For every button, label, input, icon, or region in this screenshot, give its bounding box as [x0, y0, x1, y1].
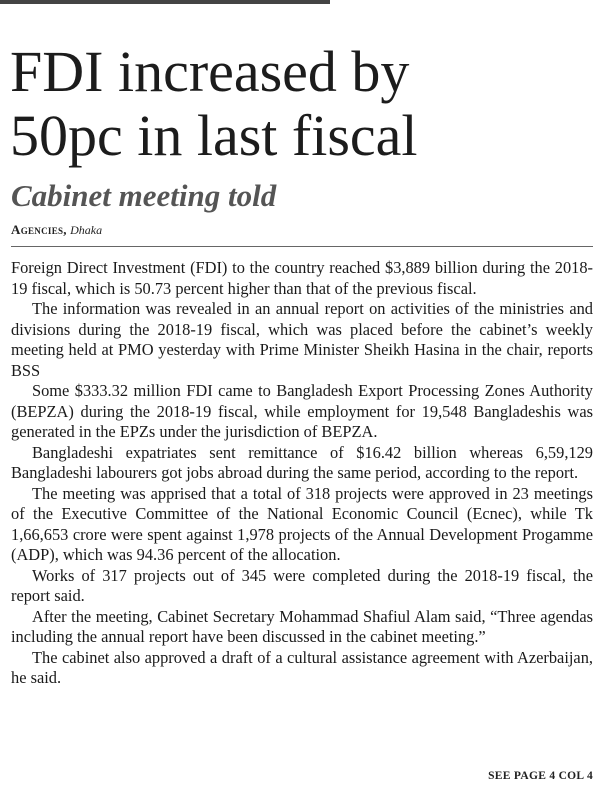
headline: [10, 40, 595, 168]
byline-place: Dhaka: [70, 223, 103, 237]
continuation-reference: SEE PAGE 4 COL 4: [488, 770, 593, 782]
article-paragraph: The cabinet also approved a draft of a cultural assistance agreement with Azerbaijan, he said.: [11, 647, 593, 687]
article-paragraph: Works of 317 projects out of 345 were completed during the 2018-19 fiscal, the report said.: [11, 565, 593, 605]
byline-agency: Agencies,: [11, 222, 67, 237]
article-paragraph: Bangladeshi expatriates sent remittance of $16.42 billion whereas 6,59,129 Bangladeshi labourers got jobs abroad during the same period, according to the report.: [11, 442, 593, 482]
article-paragraph: The information was revealed in an annual report on activities of the ministries and divisions during the 2018-19 fiscal, which was placed before the cabinet’s weekly meeting held at PMO yesterday with Prime Minister Sheikh Hasina in the chair, reports BSS: [11, 299, 593, 380]
article-paragraph: Some $333.32 million FDI came to Bangladesh Export Processing Zones Authority (BEPZA) during the 2018-19 fiscal, while employment for 19,548 Bangladeshis was generated in the EPZs under the jurisdiction of BEPZA.: [11, 381, 593, 441]
headline-line-1: FDI increased by: [10, 39, 410, 104]
subheadline: Cabinet meeting told: [11, 178, 277, 213]
article-paragraph: After the meeting, Cabinet Secretary Mohammad Shafiul Alam said, “Three agendas including the annual report have been discussed in the cabinet meeting.”: [11, 606, 593, 646]
article-paragraph: Foreign Direct Investment (FDI) to the country reached $3,889 billion during the 2018-19 fiscal, which is 50.73 percent higher than that of the previous fiscal.: [11, 258, 593, 298]
byline-divider: [11, 246, 593, 247]
byline: [11, 221, 102, 239]
headline-line-2: 50pc in last fiscal: [10, 103, 418, 168]
article-body: [11, 258, 593, 689]
top-border-rule: [0, 0, 330, 4]
article-paragraph: The meeting was apprised that a total of 318 projects were approved in 23 meetings of the Executive Committee of the National Economic Council (Ecnec), while Tk 1,66,653 crore were spent against 1,978 projects of the Annual Development Progamme (ADP), which was 94.36 percent of the allocation.: [11, 483, 593, 564]
